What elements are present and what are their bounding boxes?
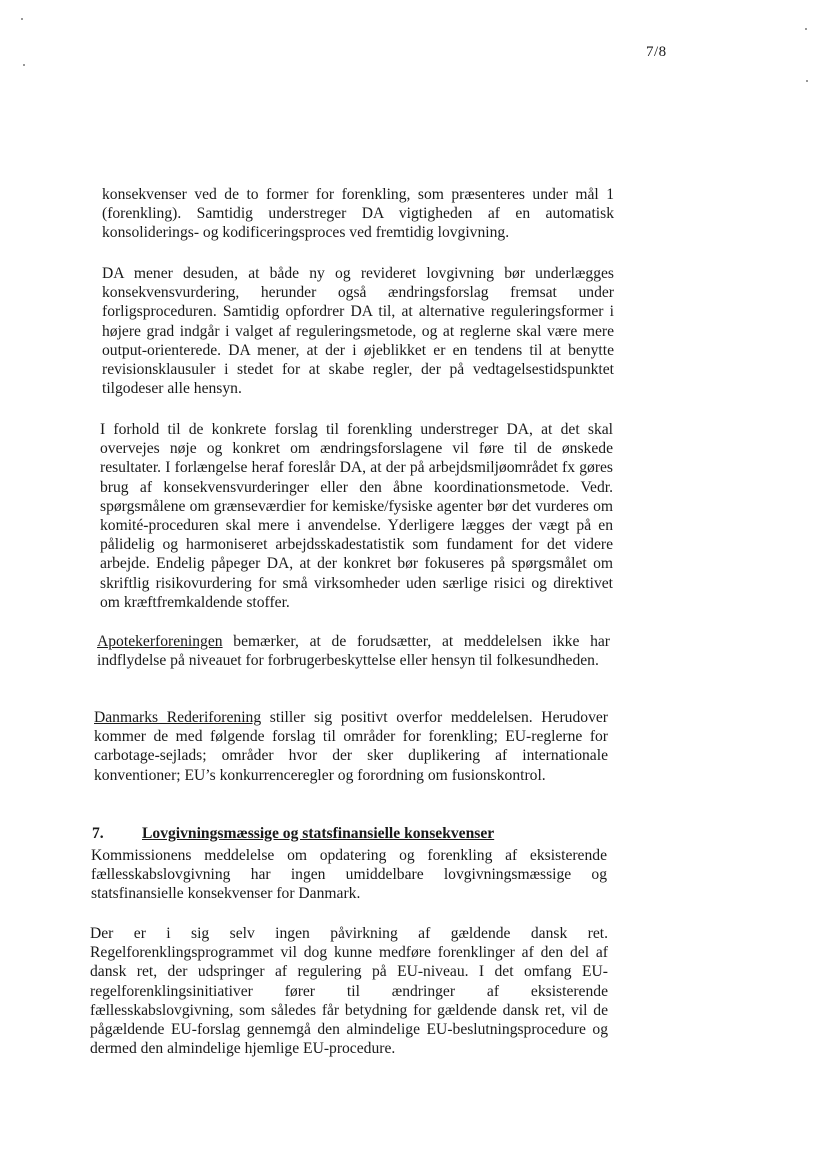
section-heading xyxy=(92,825,494,843)
paragraph-rederiforening xyxy=(94,708,608,785)
paragraph-danish-law: Der er i sig selv ingen påvirkning af gældende dansk ret. Regelforenklingsprogrammet vil dog kunne medføre forenklinger af den del af dansk ret, der udspringer af regulering på EU-niveau. I det omfang EU-regelforenklingsinitiativer fører til ændringer af eksisterende fællesskabslovgivning, som således får betydning for gældende dansk ret, vil de pågældende EU-forslag gennemgå den almindelige EU-beslutningsprocedure og dermed den almindelige hjemlige EU-procedure. xyxy=(90,925,608,1058)
scan-speck xyxy=(21,18,23,20)
section-number: 7. xyxy=(92,825,104,842)
scan-speck xyxy=(23,64,25,66)
scan-speck xyxy=(806,80,808,82)
scan-speck xyxy=(805,28,807,30)
page-number: 7/8 xyxy=(646,44,667,60)
paragraph-da-impact-assessment: DA mener desuden, at både ny og revideret lovgivning bør underlægges konsekvensvurdering, herunder også ændringsforslag fremsat under forligsproceduren. Samtidig opfordrer DA til, at alternative reguleringsformer i højere grad indgår i valget af reguleringsmetode, og at reglerne skal være mere output-orienterede. DA mener, at der i øjeblikket er en tendens til at benytte revisionsklausuler i stedet for at skabe regler, der på vedtagelsestidspunktet tilgodeser alle hensyn. xyxy=(102,265,614,398)
organization-name: Danmarks Rederiforening xyxy=(94,709,262,726)
paragraph-da-concrete-proposals: I forhold til de konkrete forslag til forenkling understreger DA, at det skal overvejes nøje og konkret om ændringsforslagene vil føre til de ønskede resultater. I forlængelse heraf foreslår DA, at der på arbejdsmiljøområdet fx gøres brug af konsekvensvurderinger eller den åbne koordinationsmetode. Vedr. spørgsmålene om grænseværdier for kemiske/fysiske agenter bør det vurderes om komité-proceduren skal mere i anvendelse. Yderligere lægges der vægt på en pålidelig og harmoniseret arbejdsskadestatistik som fundament for det videre arbejde. Endelig påpeger DA, at der konkret bør fokuseres på spørgsmålet om skriftlig risikovurdering for små virksomheder uden særlige risici og direktivet om kræftfremkaldende stoffer. xyxy=(100,421,613,611)
paragraph-apotekerforeningen xyxy=(97,632,610,670)
section-title: Lovgivningsmæssige og statsfinansielle konsekvenser xyxy=(142,825,495,842)
organization-name: Apotekerforeningen xyxy=(97,633,223,650)
paragraph-no-consequences: Kommissionens meddelelse om opdatering og forenkling af eksisterende fællesskabslovgivning har ingen umiddelbare lovgivningsmæssige og statsfinansielle konsekvenser for Danmark. xyxy=(91,847,607,903)
paragraph-text: bemærker, at de forudsætter, at meddelelsen ikke har indflydelse på niveauet for forbrugerbeskyttelse eller hensyn til folkesundheden. xyxy=(97,633,610,670)
paragraph-consequences-continued: konsekvenser ved de to former for forenkling, som præsenteres under mål 1 (forenkling). Samtidig understreger DA vigtigheden af en automatisk konsoliderings- og kodificeringsproces ved fremtidig lovgivning. xyxy=(102,186,614,242)
paragraph-text: stiller sig positivt overfor meddelelsen. Herudover kommer de med følgende forslag til områder for forenkling; EU-reglerne for carbotage-sejlads; områder hvor der sker duplikering af internationale konventioner; EU’s konkurrenceregler og forordning om fusionskontrol. xyxy=(94,709,608,784)
